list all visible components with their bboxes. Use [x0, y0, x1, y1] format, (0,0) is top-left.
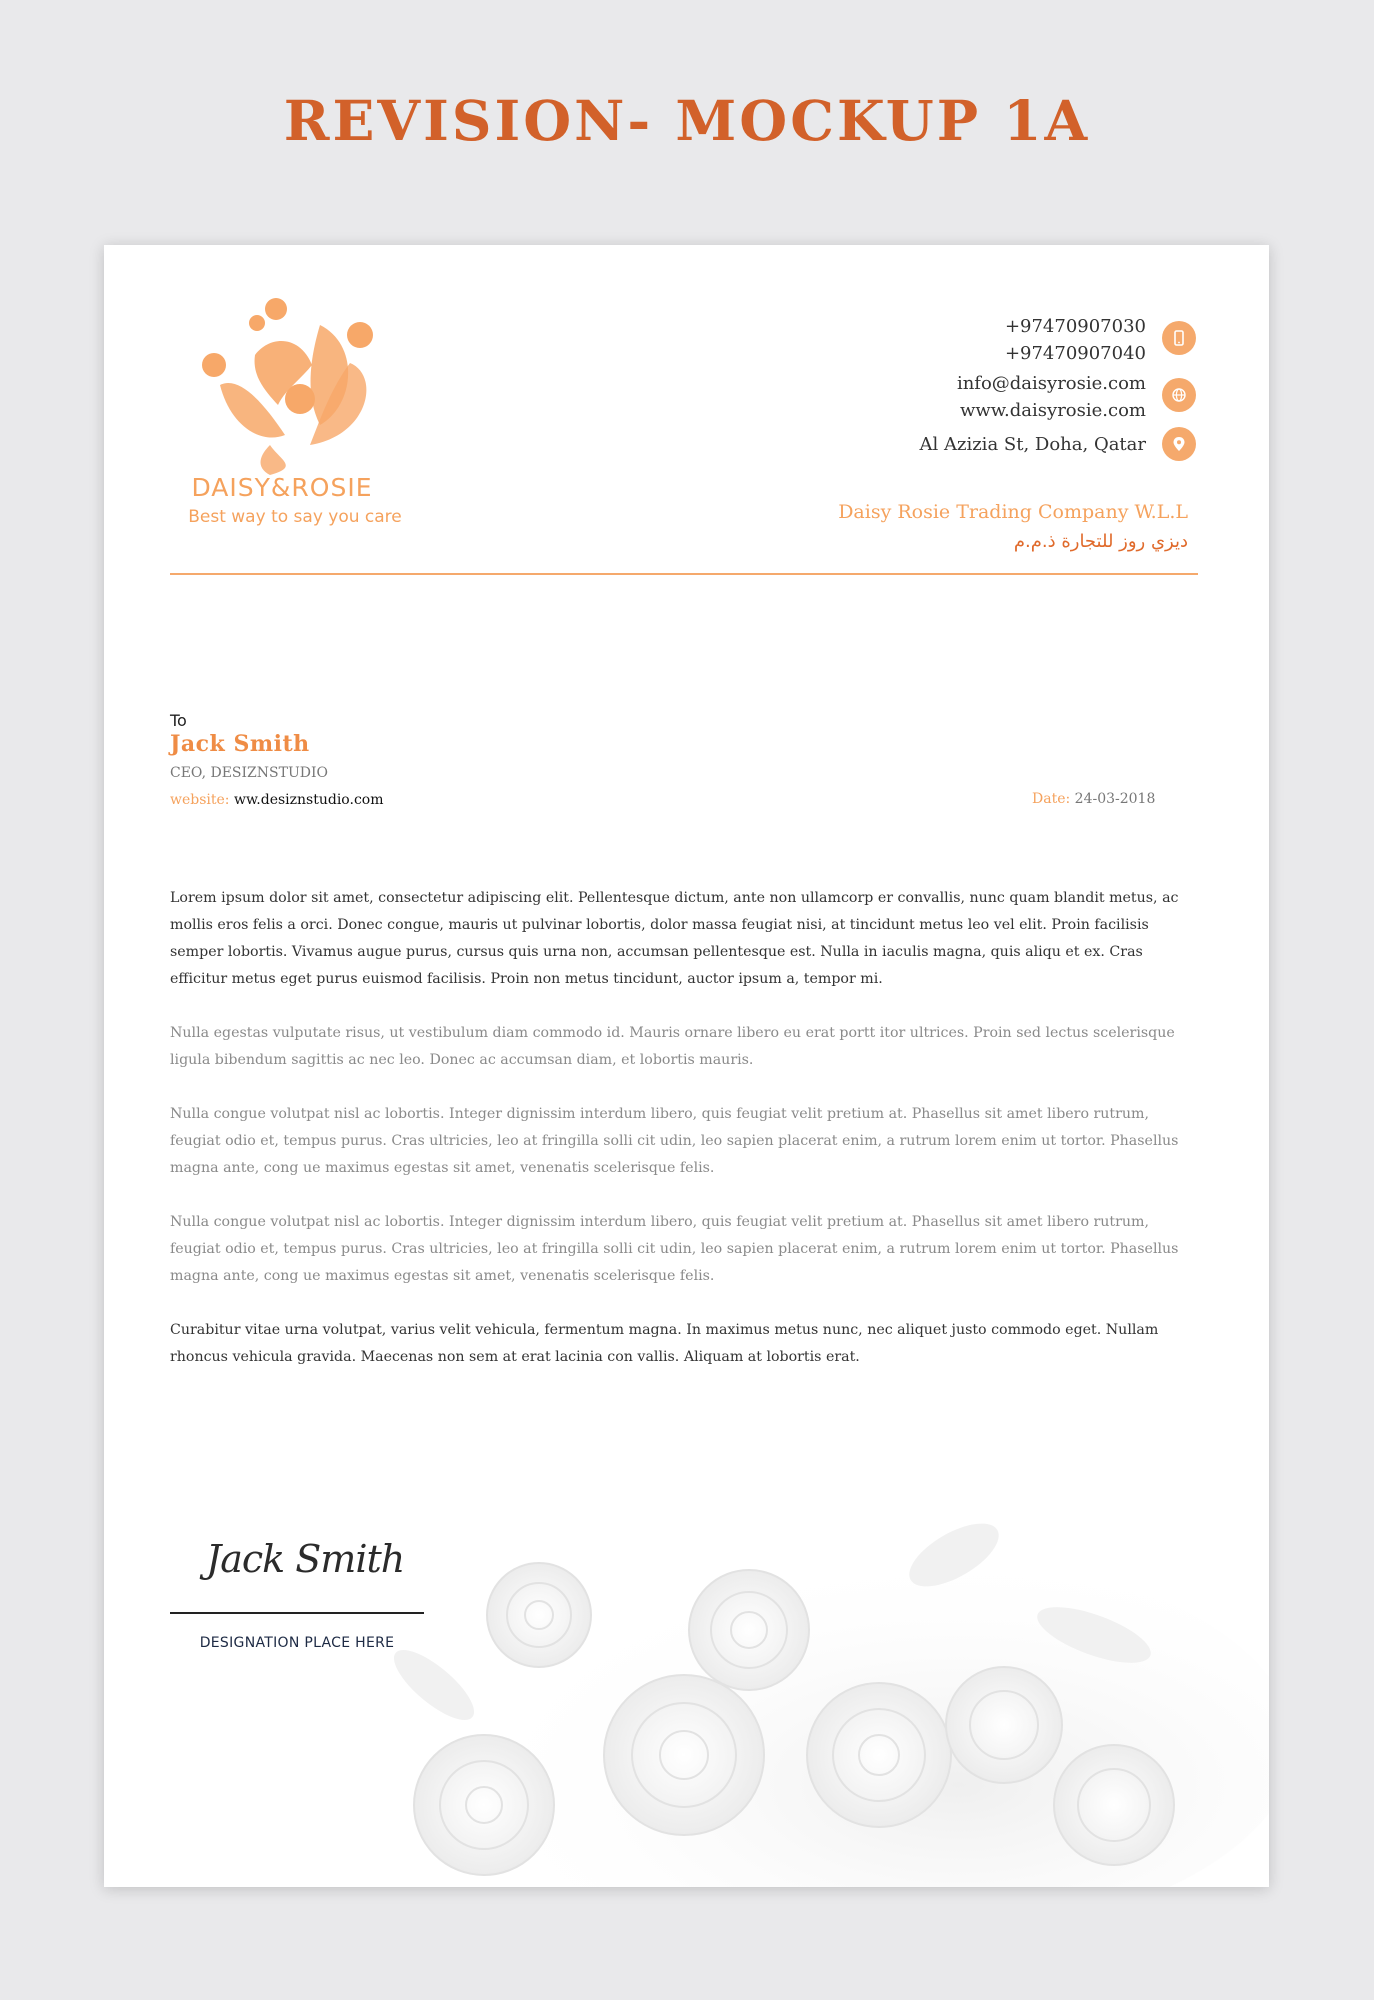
phone-number-1[interactable]: +97470907030 [1004, 316, 1146, 337]
company-name-english: Daisy Rosie Trading Company W.L.L [838, 501, 1188, 523]
lotus-people-icon [200, 295, 400, 475]
to-label: To [170, 711, 187, 730]
paragraph: Nulla egestas vulputate risus, ut vestibulum diam commodo id. Mauris ornare libero eu erat portt itor ultrices. Proin sed lectus scelerisque ligula bibendum sagittis ac nec leo. Donec ac accumsan diam, et lobortis mauris. [170, 1025, 1175, 1068]
paragraph: Nulla congue volutpat nisl ac lobortis. Integer dignissim interdum libero, quis feugiat velit pretium at. Phasellus sit amet libero rutrum, feugiat odio et, tempus purus. Cras ultricies, leo at fringilla solli cit udin, leo sapien placerat enim, a rutrum lorem enim ut tortor. Phasellus magna ante, cong ue maximus egestas sit amet, venenatis scelerisque felis. [170, 1106, 1179, 1176]
contact-phones [776, 313, 1196, 367]
brand-tagline: Best way to say you care [188, 507, 402, 527]
recipient-role: CEO, DESIZNSTUDIO [170, 765, 328, 781]
paragraph: Nulla congue volutpat nisl ac lobortis. Integer dignissim interdum libero, quis feugiat velit pretium at. Phasellus sit amet libero rutrum, feugiat odio et, tempus purus. Cras ultricies, leo at fringilla solli cit udin, leo sapien placerat enim, a rutrum lorem enim ut tortor. Phasellus magna ante, cong ue maximus egestas sit amet, venenatis scelerisque felis. [170, 1214, 1179, 1284]
letterhead-sheet [104, 245, 1269, 1887]
recipient-website-link[interactable]: ww.desiznstudio.com [233, 792, 384, 808]
signature: Jack Smith [206, 1537, 405, 1581]
date-value: 24-03-2018 [1074, 791, 1156, 807]
contact-address [776, 431, 1196, 458]
date-label: Date: [1032, 791, 1071, 807]
contact-block [776, 313, 1196, 458]
letter-body [170, 885, 1200, 1398]
page-title: REVISION- MOCKUP 1A [283, 88, 1091, 153]
decorative-flowers-image [394, 1515, 1269, 1887]
contact-web [776, 370, 1196, 424]
website-link[interactable]: www.daisyrosie.com [959, 400, 1146, 421]
recipient-website [170, 792, 384, 808]
brand-logo [170, 295, 430, 535]
website-label: website: [170, 792, 230, 808]
letter-date [1032, 791, 1155, 807]
designation: DESIGNATION PLACE HERE [199, 1635, 395, 1651]
paragraph: Lorem ipsum dolor sit amet, consectetur adipiscing elit. Pellentesque dictum, ante non ullamcorp er convallis, nunc quam blandit metus, ac mollis eros felis a orci. Donec congue, mauris ut pulvinar lobortis, dolor massa feugiat nisi, at tincidunt metus leo vel elit. Proin facilisis semper lobortis. Vivamus augue purus, cursus quis urna non, accumsan pellentesque est. Nulla in iaculis magna, quis aliqu et ex. Cras efficitur metus eget purus euismod facilisis. Proin non metus tincidunt, auctor ipsum a, tempor mi. [170, 890, 1179, 987]
header-divider [170, 573, 1198, 575]
globe-icon [1162, 378, 1196, 412]
phone-icon [1162, 321, 1196, 355]
brand-name: DAISY&ROSIE [191, 473, 373, 502]
signature-line [170, 1612, 424, 1614]
location-pin-icon [1162, 427, 1196, 461]
company-name-arabic: ديزي روز للتجارة ذ.م.م [1013, 531, 1188, 552]
email-link[interactable]: info@daisyrosie.com [956, 373, 1146, 394]
recipient-name: Jack Smith [170, 731, 310, 757]
paragraph: Curabitur vitae urna volutpat, varius velit vehicula, fermentum magna. In maximus metus nunc, nec aliquet justo commodo eget. Nullam rhoncus vehicula gravida. Maecenas non sem at erat lacinia con vallis. Aliquam at lobortis erat. [170, 1322, 1159, 1365]
address-text: Al Azizia St, Doha, Qatar [919, 434, 1146, 455]
phone-number-2[interactable]: +97470907040 [1004, 343, 1146, 364]
